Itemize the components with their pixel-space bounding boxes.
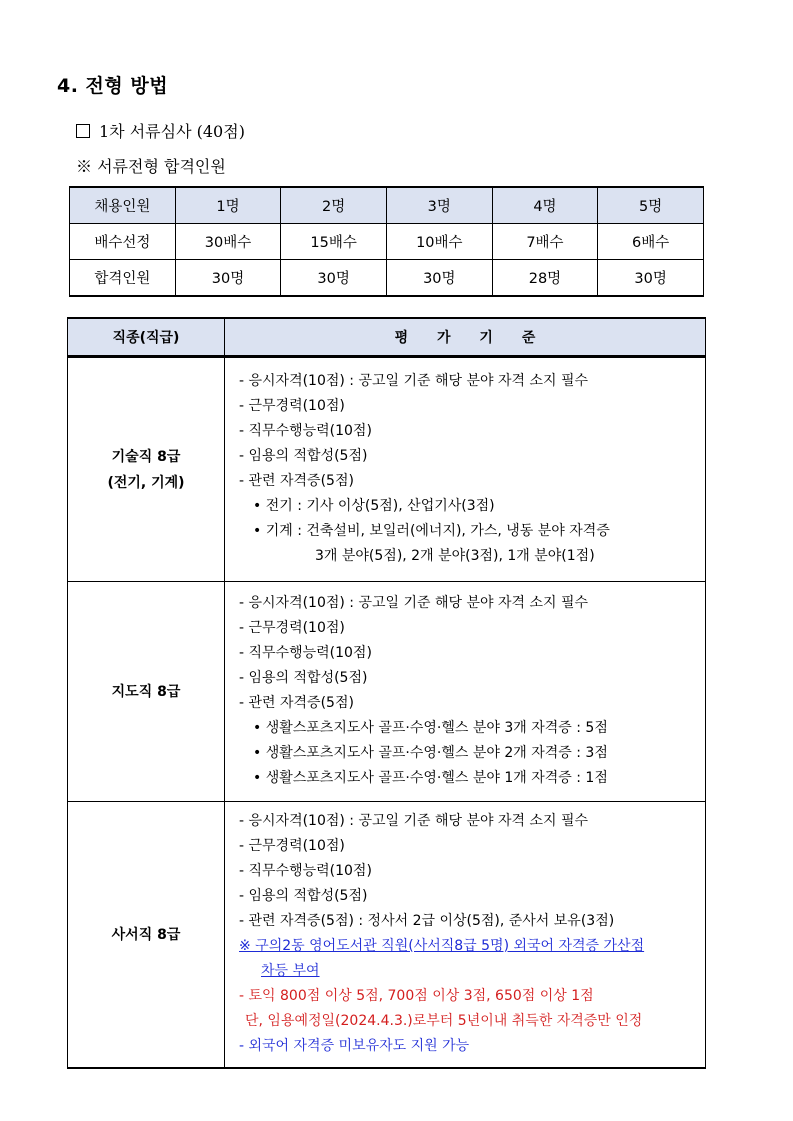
criteria-cell xyxy=(225,802,706,1069)
criteria-subitem: • 전기 : 기사 이상(5점), 산업기사(3점) xyxy=(253,498,495,514)
job-name: 기술직 8급 xyxy=(111,448,181,465)
bonus-note: ※ 구의2동 영어도서관 직원(사서직8급 5명) 외국어 자격증 가산점 xyxy=(239,938,645,954)
table-row xyxy=(70,187,704,224)
job-cell xyxy=(68,582,225,802)
table-cell: 2명 xyxy=(281,187,387,224)
quota-table xyxy=(69,186,704,297)
table-cell: 30배수 xyxy=(175,224,281,260)
criteria-subitem-continued: 3개 분야(5점), 2개 분야(3점), 1개 분야(1점) xyxy=(315,548,595,564)
criteria-subitem: • 생활스포츠지도사 골프·수영·헬스 분야 1개 자격증 : 1점 xyxy=(253,770,608,786)
criteria-subitem: • 생활스포츠지도사 골프·수영·헬스 분야 2개 자격증 : 3점 xyxy=(253,745,608,761)
criteria-item: - 근무경력(10점) xyxy=(239,838,345,854)
table-cell: 30명 xyxy=(598,260,704,297)
table-cell: 6배수 xyxy=(598,224,704,260)
table-cell: 4명 xyxy=(492,187,598,224)
table-cell: 30명 xyxy=(386,260,492,297)
job-cell xyxy=(68,802,225,1069)
section-title: 4. 전형 방법 xyxy=(57,75,169,97)
table-cell: 15배수 xyxy=(281,224,387,260)
criteria-item: - 직무수행능력(10점) xyxy=(239,423,372,439)
table-cell: 배수선정 xyxy=(70,224,176,260)
criteria-item: - 직무수행능력(10점) xyxy=(239,863,372,879)
criteria-item: - 관련 자격증(5점) xyxy=(239,473,354,489)
criteria-subitem: • 생활스포츠지도사 골프·수영·헬스 분야 3개 자격증 : 5점 xyxy=(253,720,608,736)
table-row xyxy=(68,357,706,582)
criteria-table xyxy=(67,317,706,1069)
job-name: 사서직 8급 xyxy=(111,926,181,943)
criteria-item: - 근무경력(10점) xyxy=(239,398,345,414)
criteria-item: - 관련 자격증(5점) : 정사서 2급 이상(5점), 준사서 보유(3점) xyxy=(239,913,615,929)
table-cell: 28명 xyxy=(492,260,598,297)
header-criteria: 평 가 기 준 xyxy=(225,318,706,357)
criteria-item: - 응시자격(10점) : 공고일 기준 해당 분야 자격 소지 필수 xyxy=(239,595,589,611)
subsection-label: 1차 서류심사 (40점) xyxy=(99,122,245,141)
criteria-item: - 근무경력(10점) xyxy=(239,620,345,636)
table-header-row xyxy=(68,318,706,357)
job-name: 지도직 8급 xyxy=(111,683,181,700)
criteria-item: - 응시자격(10점) : 공고일 기준 해당 분야 자격 소지 필수 xyxy=(239,373,589,389)
criteria-item: - 응시자격(10점) : 공고일 기준 해당 분야 자격 소지 필수 xyxy=(239,813,589,829)
table-row xyxy=(70,224,704,260)
criteria-item: - 임용의 적합성(5점) xyxy=(239,888,368,904)
criteria-item: - 직무수행능력(10점) xyxy=(239,645,372,661)
table-row xyxy=(70,260,704,297)
criteria-cell xyxy=(225,582,706,802)
header-job: 직종(직급) xyxy=(68,318,225,357)
criteria-item: - 임용의 적합성(5점) xyxy=(239,670,368,686)
bonus-note-continued: 차등 부여 xyxy=(261,963,320,979)
table-cell: 1명 xyxy=(175,187,281,224)
table-cell: 30명 xyxy=(175,260,281,297)
toeic-condition: 단, 임용예정일(2024.4.3.)로부터 5년이내 취득한 자격증만 인정 xyxy=(245,1013,643,1029)
note-title: ※ 서류전형 합격인원 xyxy=(76,157,226,176)
checkbox-icon xyxy=(76,124,90,138)
criteria-cell xyxy=(225,357,706,582)
table-cell: 채용인원 xyxy=(70,187,176,224)
table-cell: 3명 xyxy=(386,187,492,224)
criteria-item: - 임용의 적합성(5점) xyxy=(239,448,368,464)
table-cell: 10배수 xyxy=(386,224,492,260)
job-cell xyxy=(68,357,225,582)
table-cell: 5명 xyxy=(598,187,704,224)
criteria-subitem: • 기계 : 건축설비, 보일러(에너지), 가스, 냉동 분야 자격증 xyxy=(253,523,610,539)
table-row xyxy=(68,582,706,802)
subsection-heading xyxy=(76,119,245,142)
no-cert-note: - 외국어 자격증 미보유자도 지원 가능 xyxy=(239,1038,470,1054)
table-row xyxy=(68,802,706,1069)
criteria-item: - 관련 자격증(5점) xyxy=(239,695,354,711)
toeic-criteria: - 토익 800점 이상 5점, 700점 이상 3점, 650점 이상 1점 xyxy=(239,988,594,1004)
table-cell: 7배수 xyxy=(492,224,598,260)
table-cell: 30명 xyxy=(281,260,387,297)
job-detail: (전기, 기계) xyxy=(107,474,185,491)
table-cell: 합격인원 xyxy=(70,260,176,297)
